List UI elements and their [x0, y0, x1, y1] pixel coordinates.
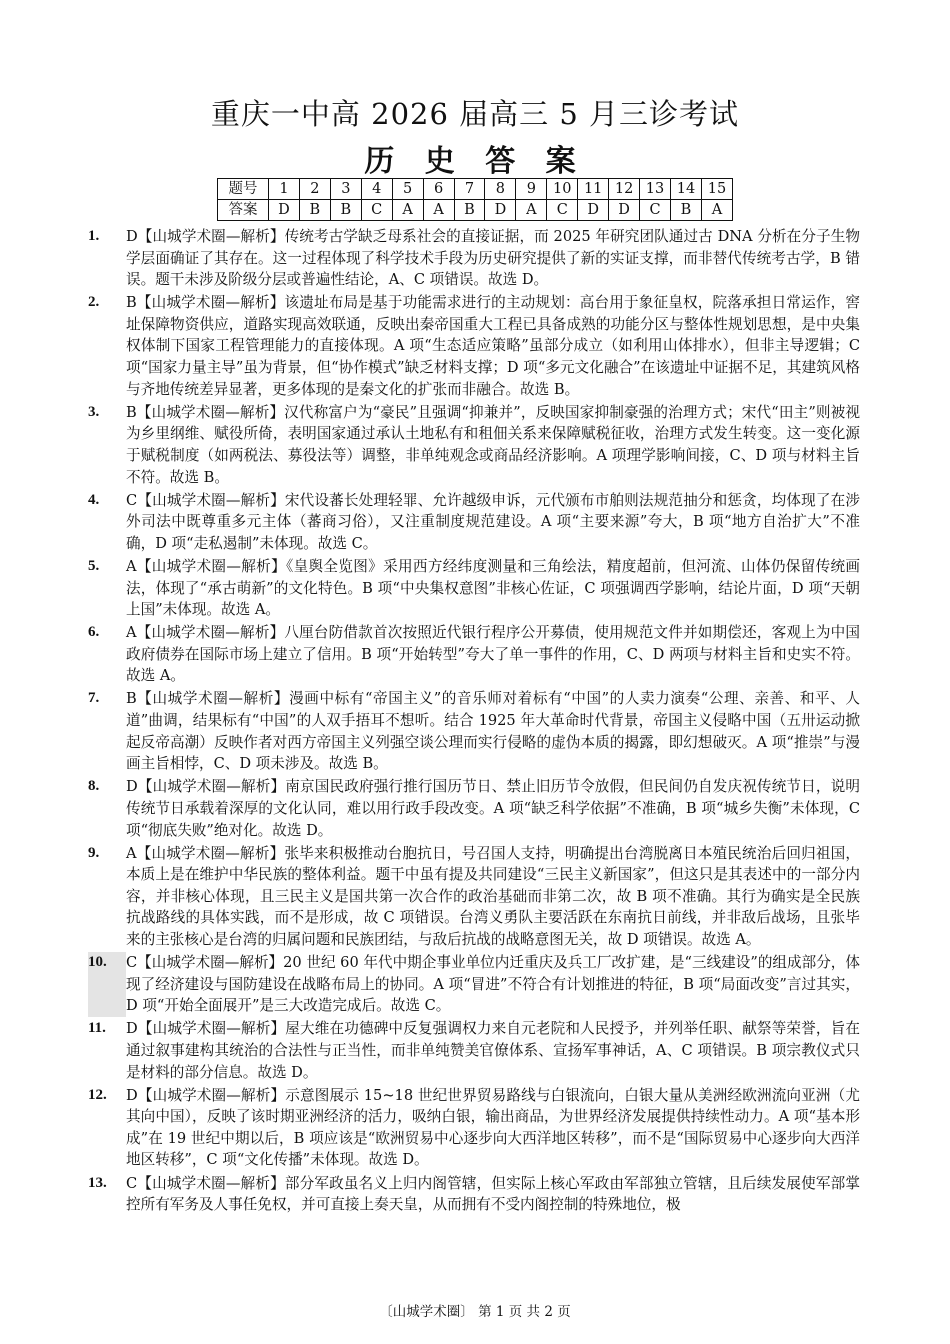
question-number-cell: 6: [423, 179, 454, 200]
question-number-cell: 7: [454, 179, 485, 200]
item-number: 8.: [88, 778, 100, 795]
question-number-cell: 10: [547, 179, 578, 200]
explanation-item: [88, 226, 860, 291]
question-number-cell: 11: [578, 179, 609, 200]
question-number-row: [218, 179, 733, 200]
item-text: C【山城学术圈—解析】部分军政虽名义上归内阁管辖，但实际上核心军政由军部独立管辖，且后续发展使军部掌控所有军务及人事任免权，并可直接上奏天皇，从而拥有不受内阁控制的特殊地位，极: [126, 1174, 860, 1214]
answer-row: [218, 200, 733, 221]
item-text: A【山城学术圈—解析】张毕来积极推动台胞抗日，号召国人支持，明确提出台湾脱离日本殖民统治后回归祖国，本质上是在维护中华民族的整体利益。题干中虽有提及共同建设“三民主义新国家”，但这只是其表述中的一部分内容，并非核心体现，且三民主义是国共第一次合作的政治基础而非第二次，故 B 项不准确。其行为确实是全民族抗战路线的具体实践，而不是形成，故 C 项错误。台湾义勇队主要活跃在东南抗日前线，并非敌后战场，且张毕来的主张核心是台湾的归属问题和民族团结，与敌后抗战的战略意图无关，故 D 项错误。故选 A。: [126, 844, 860, 948]
item-text: D【山城学术圈—解析】传统考古学缺乏母系社会的直接证据，而 2025 年研究团队通过古 DNA 分析在分子生物学层面确证了其存在。这一过程体现了科学技术手段为历史研究提供了新的实证支撑，而非替代传统考古学，B 错误。题干未涉及阶级分层或普遍性结论，A、C 项错误。故选 D。: [126, 228, 860, 289]
question-number-cell: 8: [485, 179, 516, 200]
question-number-cell: 5: [392, 179, 423, 200]
explanation-item: [88, 556, 860, 621]
item-number: 1.: [88, 228, 100, 244]
item-text: D【山城学术圈—解析】示意图展示 15~18 世纪世界贸易路线与白银流向，白银大量从美洲经欧洲流向亚洲（尤其向中国），反映了该时期亚洲经济的活力，吸纳白银，输出商品，为世界经济发展提供持续性动力。A 项“基本形成”在 19 世纪中期以后，B 项应该是“欧洲贸易中心逐步向大西洋地区转移”，而不是“国际贸易中心逐步向大西洋地区转移”，C 项“文化传播”未体现。故选 D。: [126, 1086, 860, 1169]
explanation-item: [88, 952, 860, 1017]
answer-cell: A: [516, 200, 547, 221]
explanation-item: [88, 402, 860, 488]
item-number: 4.: [88, 491, 100, 508]
explanation-item: [88, 490, 860, 555]
item-text: B【山城学术圈—解析】该遗址布局是基于功能需求进行的主动规划：高台用于象征皇权，院落承担日常运作，窖址保障物资供应，道路实现高效联通，反映出秦帝国重大工程已具备成熟的功能分区与整体性规划思想，是中央集权体制下国家工程管理能力的直接体现。A 项“生态适应策略”虽部分成立（如利用山体排水），但非主导逻辑；C 项“国家力量主导”虽为背景，但“协作模式”缺乏材料支撑；D 项“多元文化融合”在该遗址中证据不足，其建筑风格与齐地传统差异显著，更多体现的是秦文化的扩张而非融合。故选 B。: [126, 294, 860, 398]
item-number: 10.: [88, 952, 126, 1017]
question-number-cell: 2: [299, 179, 330, 200]
answer-cell: D: [269, 200, 300, 221]
item-text: B【山城学术圈—解析】漫画中标有“帝国主义”的音乐师对着标有“中国”的人卖力演奏“公理、亲善、和平、人道”曲调，结果标有“中国”的人双手捂耳不想听。结合 1925 年大革命时代背景，帝国主义侵略中国（五卅运动掀起反帝高潮）反映作者对西方帝国主义列强空谈公理而实行侵略的虚伪本质的揭露，即幻想破灭。A 项“推崇”与漫画主旨相悖，C、D 项未涉及。故选 B。: [126, 690, 860, 773]
item-number: 13.: [88, 1174, 107, 1191]
page-title: 重庆一中高 2026 届高三 5 月三诊考试: [210, 97, 740, 131]
item-text: A【山城学术圈—解析】《皇舆全览图》采用西方经纬度测量和三角绘法，精度超前，但河流、山体仍保留传统画法，体现了“承古萌新”的文化特色。B 项“中央集权意图”非核心佐证，C 项强调西学影响，结论片面，D 项“天朝上国”未体现。故选 A。: [126, 557, 860, 619]
item-number: 9.: [88, 844, 100, 861]
item-number: 11.: [88, 1020, 106, 1037]
item-text: B【山城学术圈—解析】汉代称富户为“豪民”且强调“抑兼并”，反映国家抑制豪强的治理方式；宋代“田主”则被视为乡里纲维、赋役所倚，表明国家通过承认土地私有和租佃关系来保障赋税征收，治理方式发生转变。这一变化源于赋税制度（如两税法、募役法等）调整，非单纯观念或商品经济影响。A 项理学影响间接，C、D 项与材料主旨不符。故选 B。: [126, 403, 860, 486]
answer-cell: B: [330, 200, 361, 221]
item-number: 3.: [88, 403, 100, 420]
answer-cell: C: [640, 200, 671, 221]
explanation-item: [88, 622, 860, 687]
item-number: 12.: [88, 1086, 107, 1103]
question-number-cell: 15: [701, 179, 732, 200]
page-subtitle: 历 史 答 案: [364, 144, 586, 179]
explanation-item: [88, 843, 860, 951]
question-number-cell: 4: [361, 179, 392, 200]
explanation-item: [88, 1085, 860, 1171]
answer-cell: C: [547, 200, 578, 221]
item-number: 6.: [88, 624, 100, 641]
answer-cell: B: [299, 200, 330, 221]
answer-cell: D: [578, 200, 609, 221]
answer-cell: A: [392, 200, 423, 221]
question-number-cell: 9: [516, 179, 547, 200]
answer-cell: B: [454, 200, 485, 221]
explanation-item: [88, 292, 860, 400]
answer-cell: D: [485, 200, 516, 221]
answer-cell: A: [423, 200, 454, 221]
item-text: D【山城学术圈—解析】屋大维在功德碑中反复强调权力来自元老院和人民授予，并列举任职、献祭等荣誉，旨在通过叙事建构其统治的合法性与正当性，而非单纯赞美官僚体系、宣扬军事神话，A、C 项错误。B 项宗教仪式只是材料的部分信息。故选 D。: [126, 1020, 860, 1081]
item-number: 7.: [88, 690, 100, 707]
explanation-item: [88, 1173, 860, 1216]
question-number-cell: 1: [269, 179, 300, 200]
question-number-cell: 13: [640, 179, 671, 200]
item-text: C【山城学术圈—解析】宋代设蕃长处理轻罪、允许越级申诉，元代颁布市舶则法规范抽分和惩贪，均体现了在涉外司法中既尊重多元主体（蕃商习俗），又注重制度规范建设。A 项“主要来源”夸大，B 项“地方自治扩大”不准确，D 项“走私遏制”未体现。故选 C。: [126, 491, 860, 552]
explanation-item: [88, 1018, 860, 1083]
answer-cell: D: [609, 200, 640, 221]
item-number: 2.: [88, 294, 100, 311]
answer-cell: A: [701, 200, 732, 221]
answer-cell: C: [361, 200, 392, 221]
explanation-list: [88, 226, 860, 1217]
explanation-item: [88, 688, 860, 774]
item-text: A【山城学术圈—解析】八厘台防借款首次按照近代银行程序公开募债，使用规范文件并如期偿还，客观上为中国政府债券在国际市场上建立了信用。B 项“开始转型”夸大了单一事件的作用，C、D 两项与材料主旨和史实不符。故选 A。: [126, 624, 860, 685]
item-text: D【山城学术圈—解析】南京国民政府强行推行国历节日、禁止旧历节令放假，但民间仍自发庆祝传统节日，说明传统节日承载着深厚的文化认同，难以用行政手段改变。A 项“缺乏科学依据”不准确，B 项“城乡失衡”未体现，C 项“彻底失败”绝对化。故选 D。: [126, 778, 860, 839]
question-number-cell: 3: [330, 179, 361, 200]
question-number-cell: 14: [670, 179, 701, 200]
answer-table: [217, 178, 733, 221]
explanation-item: [88, 776, 860, 841]
row-label-number: 题号: [218, 179, 269, 200]
item-number: 5.: [88, 557, 100, 574]
row-label-answer: 答案: [218, 200, 269, 221]
item-text: C【山城学术圈—解析】20 世纪 60 年代中期企事业单位内迁重庆及兵工厂改扩建，是“三线建设”的组成部分，体现了经济建设与国防建设在战略布局上的协同。A 项“冒进”不符合有计划推进的特征，B 项“局面改变”言过其实，D 项“开始全面展开”是三大改造完成后。故选 C。: [126, 954, 860, 1015]
question-number-cell: 12: [609, 179, 640, 200]
page-footer: 〔山城学术圈〕 第 1 页 共 2 页: [379, 1304, 571, 1320]
answer-cell: B: [670, 200, 701, 221]
